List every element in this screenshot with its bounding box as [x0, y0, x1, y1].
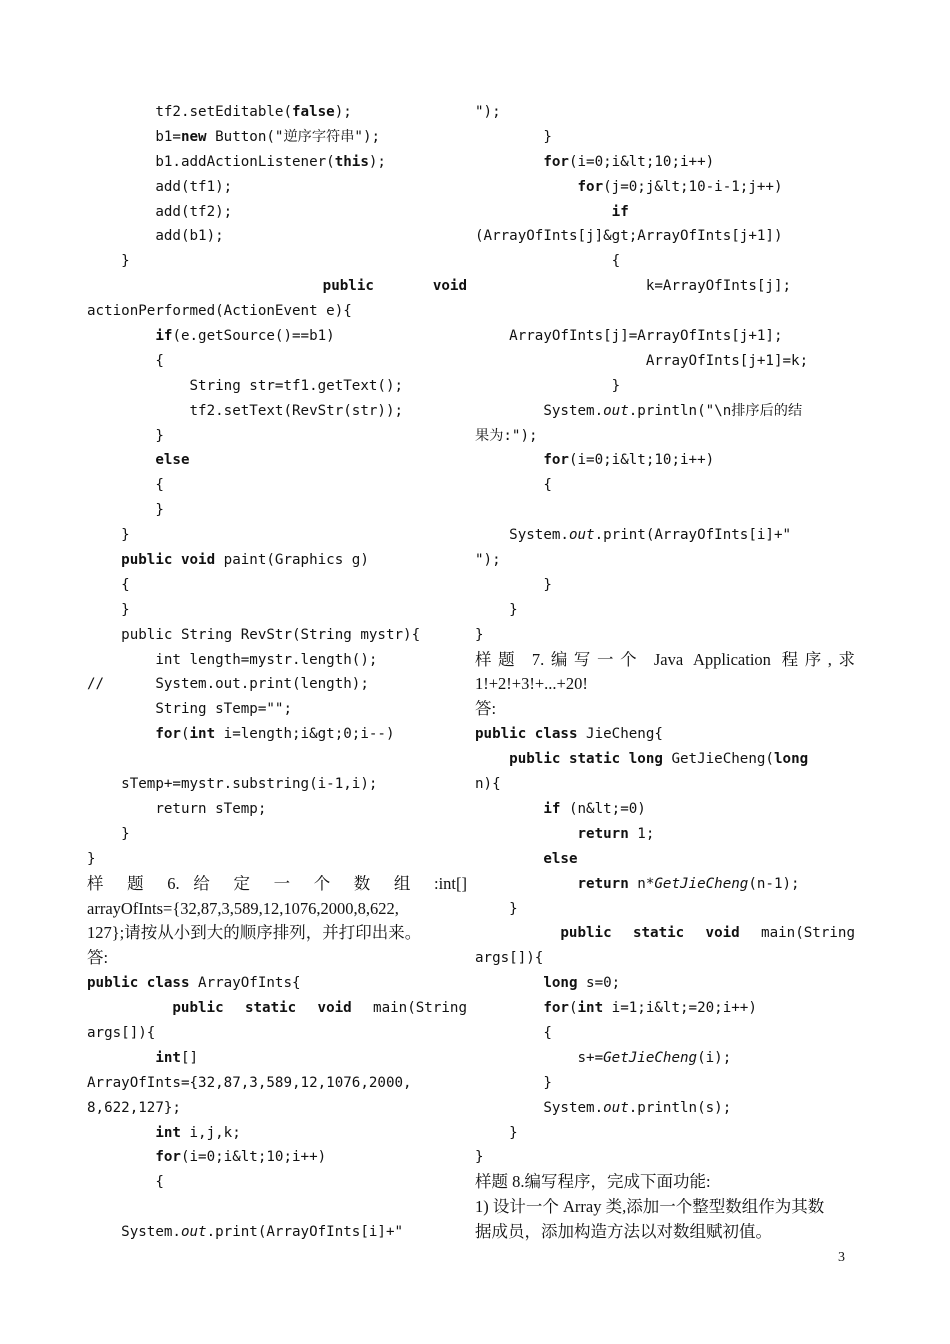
code-line: String str=tf1.getText();	[87, 377, 404, 394]
keyword: for	[155, 726, 181, 743]
code-line: for(int i=length;i&gt;0;i--)	[155, 726, 395, 743]
keyword: int	[155, 1124, 181, 1141]
text-line: 样题 7.编写一个 Java Application 程序,求	[475, 649, 855, 669]
code-line: String sTemp="";	[87, 701, 292, 718]
code-line: }	[475, 128, 552, 145]
keyword: public	[509, 751, 561, 768]
code-line: }	[475, 576, 552, 593]
code-line: ");	[475, 552, 501, 569]
code-line: }	[87, 253, 130, 270]
keyword: class	[146, 975, 190, 992]
code-line: 果为:");	[475, 427, 538, 444]
code-line: }	[87, 427, 164, 444]
keyword: void	[317, 1000, 352, 1017]
code-line: public static void main(String	[172, 1000, 467, 1017]
code-line: }	[475, 626, 484, 643]
code-line: public static void main(String	[560, 925, 855, 942]
code-line: }	[475, 1124, 518, 1141]
code-line: {	[87, 352, 164, 369]
code-line: }	[87, 527, 130, 544]
italic-token: out	[603, 1099, 629, 1116]
code-line: System.out.print(ArrayOfInts[i]+"	[87, 1224, 404, 1241]
text-line: 1) 设计一个 Array 类,添加一个整型数组作为其数	[475, 1197, 825, 1217]
keyword: for	[543, 1000, 569, 1017]
keyword: if	[155, 328, 173, 345]
keyword: false	[292, 104, 335, 120]
text-line: 答:	[475, 699, 497, 719]
code-line: }	[475, 900, 518, 917]
code-line: {	[475, 1024, 552, 1041]
text-line: 127};请按从小到大的顺序排列，并打印出来。	[87, 923, 422, 943]
keyword: void	[180, 552, 216, 569]
keyword: this	[334, 153, 369, 170]
code-line: }	[475, 1074, 552, 1091]
keyword: for	[543, 153, 569, 170]
code-line: for(int i=1;i&lt;=20;i++)	[543, 1000, 757, 1017]
code-line: public class ArrayOfInts{	[87, 975, 301, 992]
code-line: System.out.println("\n排序后的结	[475, 402, 803, 419]
keyword: void	[432, 278, 467, 295]
code-line: ArrayOfInts[j+1]=k;	[475, 352, 809, 369]
code-line	[87, 448, 467, 473]
keyword: long	[543, 975, 578, 992]
code-line: tf2.setText(RevStr(str));	[87, 402, 404, 419]
text-line: 1!+2!+3!+...+20!	[475, 674, 588, 694]
keyword: public	[475, 726, 527, 743]
code-line: actionPerformed(ActionEvent e){	[87, 303, 352, 320]
code-line: return n*GetJieCheng(n-1);	[577, 875, 800, 892]
keyword: class	[534, 726, 578, 743]
code-line: public void paint(Graphics g)	[121, 552, 369, 569]
code-line: }	[475, 601, 518, 618]
code-line: if (n&lt;=0)	[543, 800, 646, 817]
code-line: k=ArrayOfInts[j];	[475, 278, 792, 295]
code-line	[87, 747, 467, 772]
keyword: for	[155, 1149, 181, 1166]
code-line: }	[87, 502, 164, 519]
code-line: }	[475, 377, 621, 394]
code-line	[475, 498, 855, 523]
keyword: long	[628, 751, 663, 768]
keyword: static	[632, 925, 685, 942]
code-line: for(j=0;j&lt;10-i-1;j++)	[577, 178, 783, 195]
code-line: b1.addActionListener(this);	[87, 153, 386, 170]
code-line: {	[87, 477, 164, 494]
code-line: }	[87, 850, 96, 867]
code-line: public class JieCheng{	[475, 726, 663, 743]
keyword: for	[543, 452, 569, 469]
keyword: int	[577, 1000, 604, 1017]
text-line: 据成员，添加构造方法以对数组赋初值。	[475, 1222, 772, 1242]
code-line: {	[87, 1174, 164, 1191]
code-line	[87, 274, 467, 299]
keyword: void	[705, 925, 740, 942]
code-line: }	[475, 1149, 484, 1166]
code-line: 8,622,127};	[87, 1099, 181, 1116]
keyword: public	[121, 552, 173, 569]
italic-token: out	[568, 527, 595, 544]
code-line: int i,j,k;	[155, 1124, 241, 1141]
code-line: return 1;	[577, 825, 655, 842]
code-line: int length=mystr.length();	[87, 651, 378, 668]
keyword: else	[543, 850, 578, 867]
text-line: arrayOfInts={32,87,3,589,12,1076,2000,8,622,	[87, 898, 399, 918]
code-line: ArrayOfInts[j]=ArrayOfInts[j+1];	[475, 328, 783, 345]
code-line: if(e.getSource()==b1)	[155, 328, 335, 345]
keyword: if	[543, 800, 561, 817]
text-line: 答:	[87, 948, 109, 968]
code-line	[87, 1195, 467, 1220]
code-line: ArrayOfInts={32,87,3,589,12,1076,2000,	[87, 1074, 412, 1091]
text-line: 样题 8.编写程序，完成下面功能:	[475, 1172, 711, 1192]
code-line	[475, 200, 855, 225]
code-line: }	[87, 825, 130, 842]
code-line: for(i=0;i&lt;10;i++)	[155, 1149, 327, 1166]
keyword: return	[577, 875, 629, 892]
keyword: if	[611, 203, 629, 220]
keyword: static	[244, 1000, 297, 1017]
keyword: for	[577, 178, 604, 195]
code-line: public static long GetJieCheng(long	[509, 751, 809, 768]
code-line: ");	[475, 104, 501, 120]
code-line: sTemp+=mystr.substring(i-1,i);	[87, 776, 378, 793]
code-line: return sTemp;	[87, 800, 267, 817]
code-line: args[]){	[475, 950, 544, 967]
italic-token: out	[603, 402, 629, 419]
code-line: }	[87, 601, 130, 618]
code-line: add(tf2);	[87, 203, 233, 220]
keyword: long	[773, 751, 809, 768]
code-line: public String RevStr(String mystr){	[87, 626, 421, 643]
code-line: tf2.setEditable(false);	[87, 104, 352, 120]
code-line: args[]){	[87, 1024, 156, 1041]
keyword: else	[155, 452, 190, 469]
keyword: public	[87, 975, 139, 992]
code-line: for(i=0;i&lt;10;i++)	[543, 153, 715, 170]
code-line: System.out.print(ArrayOfInts[i]+"	[475, 527, 792, 544]
code-line: s+=GetJieCheng(i);	[475, 1049, 732, 1066]
page-number: 3	[838, 1250, 845, 1265]
code-line	[475, 299, 855, 324]
code-line: b1=new Button("逆序字符串");	[87, 128, 381, 145]
keyword: new	[180, 128, 207, 145]
code-line: long s=0;	[543, 975, 621, 992]
code-line: for(i=0;i&lt;10;i++)	[543, 452, 715, 469]
code-line	[475, 847, 855, 872]
code-line: n){	[475, 776, 501, 793]
code-line: add(tf1);	[87, 178, 233, 195]
left-column	[87, 100, 467, 1245]
keyword: int	[189, 726, 216, 743]
text-line: 样 题 6. 给 定 一 个 数 组 :int[]	[87, 873, 467, 893]
code-line: (ArrayOfInts[j]&gt;ArrayOfInts[j+1])	[475, 228, 783, 245]
keyword: public	[560, 925, 612, 942]
code-line: {	[87, 576, 130, 593]
italic-token: GetJieCheng	[654, 875, 749, 892]
keyword: static	[568, 751, 621, 768]
italic-token: GetJieCheng	[603, 1049, 698, 1066]
code-line: {	[475, 477, 552, 494]
italic-token: out	[180, 1224, 207, 1241]
code-line: int[]	[155, 1049, 199, 1066]
code-line: add(b1);	[87, 228, 224, 245]
right-column	[475, 100, 855, 1245]
keyword: int	[155, 1049, 181, 1066]
keyword: public	[322, 278, 374, 295]
code-line: System.out.println(s);	[475, 1099, 732, 1116]
keyword: public	[172, 1000, 224, 1017]
code-line: {	[475, 253, 621, 270]
code-line: // System.out.print(length);	[87, 676, 369, 693]
keyword: return	[577, 825, 629, 842]
